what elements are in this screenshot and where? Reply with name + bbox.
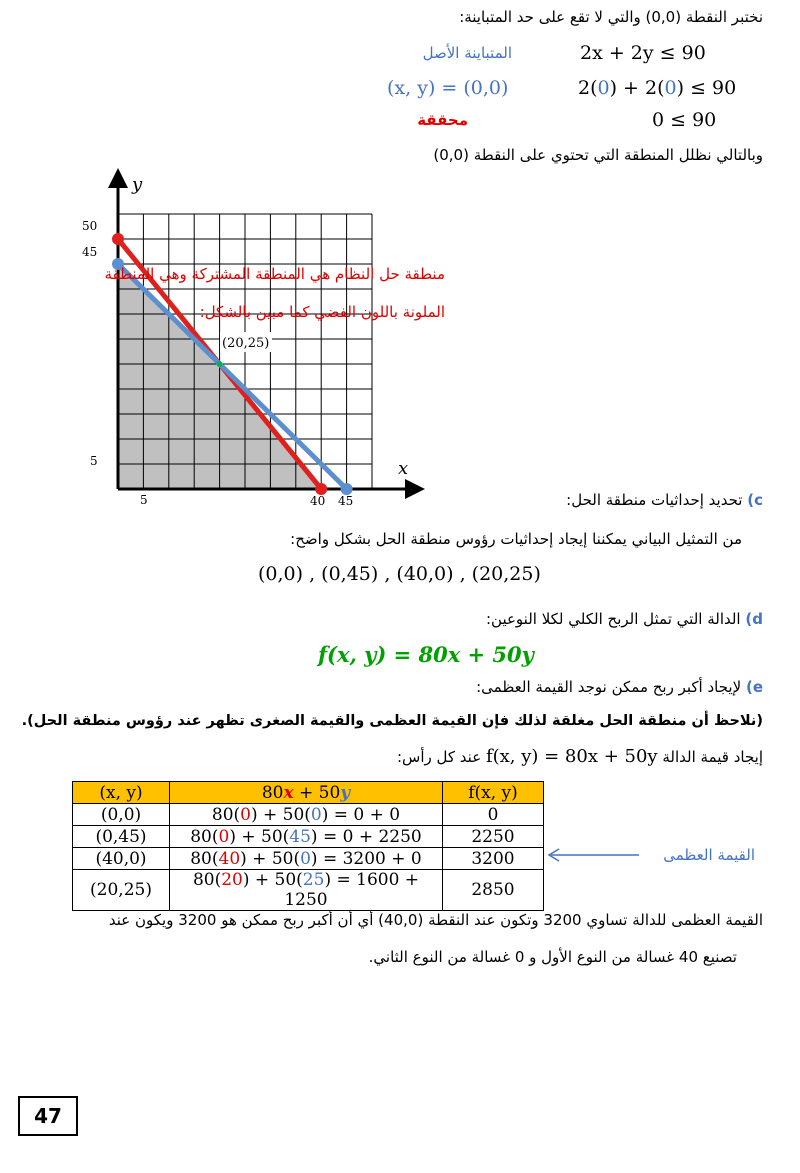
conclusion-line2: تصنيع 40 غسالة من النوع الأول و 0 غسالة من النوع الثاني.: [368, 948, 737, 966]
test-point-text: نختبر النقطة (0,0) والتي لا تقع على حد المتباينة:: [459, 8, 763, 26]
section-c-heading: c) تحديد إحداثيات منطقة الحل:: [566, 491, 763, 509]
max-value-label: القيمة العظمى: [663, 846, 755, 864]
cell-point: (0,0): [73, 804, 170, 826]
y-value: 0: [300, 848, 311, 869]
verified-label: محققة: [417, 111, 468, 129]
region-note-line1: منطقة حل النظام هي المنطقة المشتركة وهي المنطقة: [104, 265, 445, 283]
table-row: [73, 870, 544, 911]
section-c-desc: من التمثيل البياني يمكننا إيجاد إحداثيات رؤوس منطقة الحل بشكل واضح:: [290, 530, 742, 548]
x-axis-arrow: [405, 479, 425, 499]
table-row: [73, 848, 544, 870]
cell-point: (0,45): [73, 826, 170, 848]
red-line-endpoint-y: [112, 233, 124, 245]
eval-instruction: إيجاد قيمة الدالة f(x, y) = 80x + 50y عند كل رأس:: [396, 746, 763, 767]
x-axis-label: x: [398, 458, 409, 479]
header-point: (x, y): [73, 782, 170, 804]
table-row: [73, 826, 544, 848]
cell-value: 3200: [443, 848, 544, 870]
arrow-to-max: [545, 848, 640, 862]
y-axis-arrow: [108, 168, 128, 188]
x-tick-45: 45: [338, 494, 354, 508]
y-value: 45: [289, 826, 311, 847]
conclusion-line1: القيمة العظمى للدالة تساوي 3200 وتكون عند النقطة (40,0) أي أن أكبر ربح ممكن هو 3200 ويكون عند: [108, 911, 763, 929]
header-expression: 80x + 50y: [170, 782, 443, 804]
y-value: 25: [302, 870, 325, 890]
cell-expression: 80(0) + 50(0) = 0 + 0: [170, 804, 443, 826]
section-e-heading: e) لإيجاد أكبر ربح ممكن نوجد القيمة العظمى:: [476, 678, 763, 696]
y-tick-5: 5: [90, 454, 98, 468]
cell-expression: 80(0) + 50(45) = 0 + 2250: [170, 826, 443, 848]
result-inequality: 0 ≤ 90: [652, 109, 717, 131]
x-tick-5: 5: [140, 493, 148, 507]
cell-expression: 80(40) + 50(0) = 3200 + 0: [170, 848, 443, 870]
values-table: [72, 781, 544, 911]
x-value: 20: [221, 870, 243, 890]
cell-point: (40,0): [73, 848, 170, 870]
profit-function: f(x, y) = 80x + 50y: [318, 642, 534, 667]
x-tick-40: 40: [310, 494, 326, 508]
closed-region-note: (نلاحظ أن منطقة الحل مغلقة لذلك فإن القيمة العظمى والقيمة الصغرى تظهر عند رؤوس منطقة الحل).: [21, 713, 763, 729]
shade-region-text: وبالتالي نظلل المنطقة التي تحتوي على النقطة (0,0): [433, 146, 763, 164]
cell-point: (20,25): [73, 870, 170, 911]
x-value: 0: [240, 804, 251, 825]
header-value: f(x, y): [443, 782, 544, 804]
cell-value: 2850: [443, 870, 544, 911]
table-row: [73, 804, 544, 826]
cell-value: 2250: [443, 826, 544, 848]
y-value: 0: [310, 804, 322, 825]
vertices-list: (0,0) , (0,45) , (40,0) , (20,25): [258, 563, 541, 585]
y-tick-45: 45: [82, 245, 98, 259]
x-value: 0: [218, 826, 230, 847]
x-value: 40: [218, 848, 241, 869]
table-header-row: [73, 782, 544, 804]
region-note-line2: الملونة باللون الفضي كما مبين بالشكل:: [199, 303, 445, 321]
original-inequality: 2x + 2y ≤ 90: [580, 42, 706, 64]
y-tick-50: 50: [82, 219, 98, 233]
substituted-inequality: 2(0) + 2(0) ≤ 90: [578, 77, 737, 99]
intersection-label: (20,25): [222, 336, 270, 351]
test-point-expr: (x, y) = (0,0): [387, 77, 509, 99]
y-axis-label: y: [132, 174, 143, 195]
intersection-point: [217, 361, 223, 367]
page-number: 47: [18, 1096, 78, 1136]
section-d-heading: d) الدالة التي تمثل الربح الكلي لكلا النوعين:: [485, 610, 763, 628]
cell-expression: 80(20) + 50(25) = 1600 + 1250: [170, 870, 443, 911]
cell-value: 0: [443, 804, 544, 826]
original-inequality-label: المتباينة الأصل: [422, 44, 512, 62]
feasible-region-graph: [80, 168, 430, 508]
